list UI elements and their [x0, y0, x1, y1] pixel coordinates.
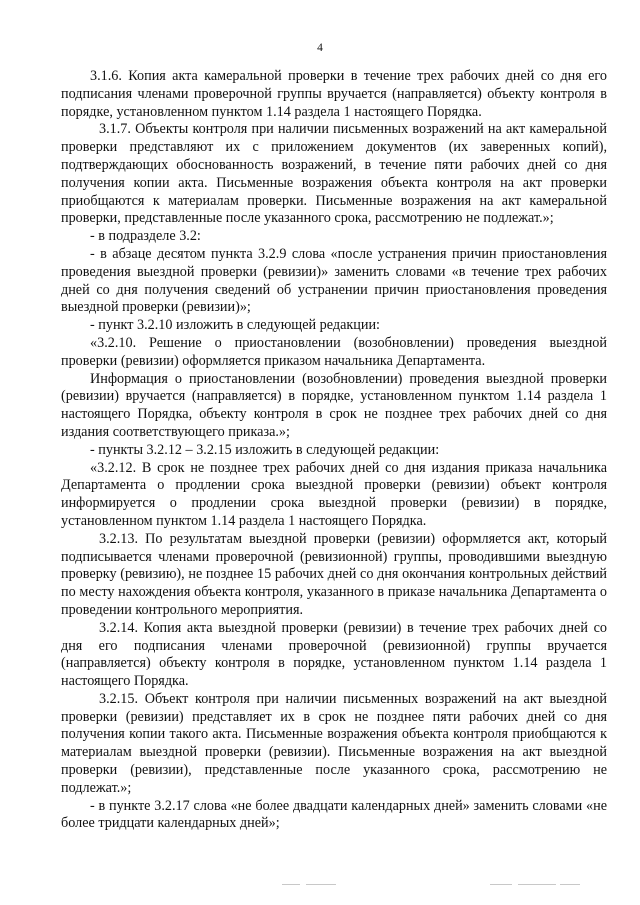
paragraph-3-2-15: 3.2.15. Объект контроля при наличии письменных возражений на акт выездной проверки (ревизии) представляет их в срок не позднее пяти рабочих дней со дня получения копии такого акта. Письменные возражения объекта контроля приобщаются к материалам выездной проверки (ревизии). Письменные возражения на акт выездной проверки (ревизии), представленные после указанного срока, рассмотрению не подлежат.»;	[61, 690, 607, 796]
scan-mark	[518, 884, 556, 885]
scan-mark	[306, 884, 336, 885]
paragraph-3-2-12: «3.2.12. В срок не позднее трех рабочих дней со дня издания приказа начальника Департамента о продлении срока выездной проверки (ревизии) объект контроля информируется о продлении срока выездной проверки (ревизии) в порядке, установленном пунктом 1.14 раздела 1 настоящего Порядка.	[61, 459, 607, 529]
scan-mark	[490, 884, 512, 885]
paragraph-3-2-10-intro: - пункт 3.2.10 изложить в следующей редакции:	[90, 317, 380, 334]
document-body	[61, 68, 607, 833]
scan-artifacts	[0, 880, 640, 890]
paragraph-suspension-info: Информация о приостановлении (возобновлении) проведения выездной проверки (ревизии) вручается (направляется) в порядке, установленном пунктом 1.14 раздела 1 настоящего Порядка, объекту контроля в срок не позднее трех рабочих дней со дня издания соответствующего приказа.»;	[61, 370, 607, 440]
paragraph-3-2-9-amendment: - в абзаце десятом пункта 3.2.9 слова «после устранения причин приостановления проведения выездной проверки (ревизии)» заменить словами «в течение трех рабочих дней со дня получения сведений об устранении причин приостановления проведения выездной проверки (ревизии)»;	[61, 245, 607, 316]
paragraph-3-2-14: 3.2.14. Копия акта выездной проверки (ревизии) в течение трех рабочих дней со дня его подписания членами проверочной (ревизионной) группы вручается (направляется) объекту контроля в порядке, установленном пунктом 1.14 раздела 1 настоящего Порядка.	[61, 619, 607, 690]
paragraph-3-1-6: 3.1.6. Копия акта камеральной проверки в течение трех рабочих дней со дня его подписания членами проверочной группы вручается (направляется) объекту контроля в порядке, установленном пунктом 1.14 раздела 1 настоящего Порядка.	[61, 68, 607, 120]
paragraph-3-2-10: «3.2.10. Решение о приостановлении (возобновлении) проведения выездной проверки (ревизии) оформляется приказом начальника Департамента.	[61, 334, 607, 369]
paragraph-3-2-13: 3.2.13. По результатам выездной проверки (ревизии) оформляется акт, который подписывается членами проверочной (ревизионной) группы, проводившими выездную проверку (ревизию), не позднее 15 рабочих дней со дня окончания контрольных действий по месту нахождения объекта контроля, указанного в приказе начальника Департамента о проведении контрольного мероприятия.	[61, 530, 607, 618]
paragraph-subsection-3-2: - в подразделе 3.2:	[90, 228, 201, 245]
paragraph-3-2-12-15-intro: - пункты 3.2.12 – 3.2.15 изложить в следующей редакции:	[90, 441, 440, 458]
scan-mark	[282, 884, 300, 885]
page-number: 4	[317, 42, 323, 54]
paragraph-3-2-17-amendment: - в пункте 3.2.17 слова «не более двадцати календарных дней» заменить словами «не более тридцати календарных дней»;	[61, 797, 607, 832]
paragraph-3-1-7: 3.1.7. Объекты контроля при наличии письменных возражений на акт камеральной проверки представляют их с приложением документов (их заверенных копий), подтверждающих обоснованность возражений, в течение пяти рабочих дней со дня получения копии акта. Письменные возражения объекта контроля на акт проверки приобщаются к материалам проверки. Письменные возражения на акт камеральной проверки, представленные после указанного срока, рассмотрению не подлежат.»;	[61, 121, 607, 227]
scan-mark	[560, 884, 580, 885]
